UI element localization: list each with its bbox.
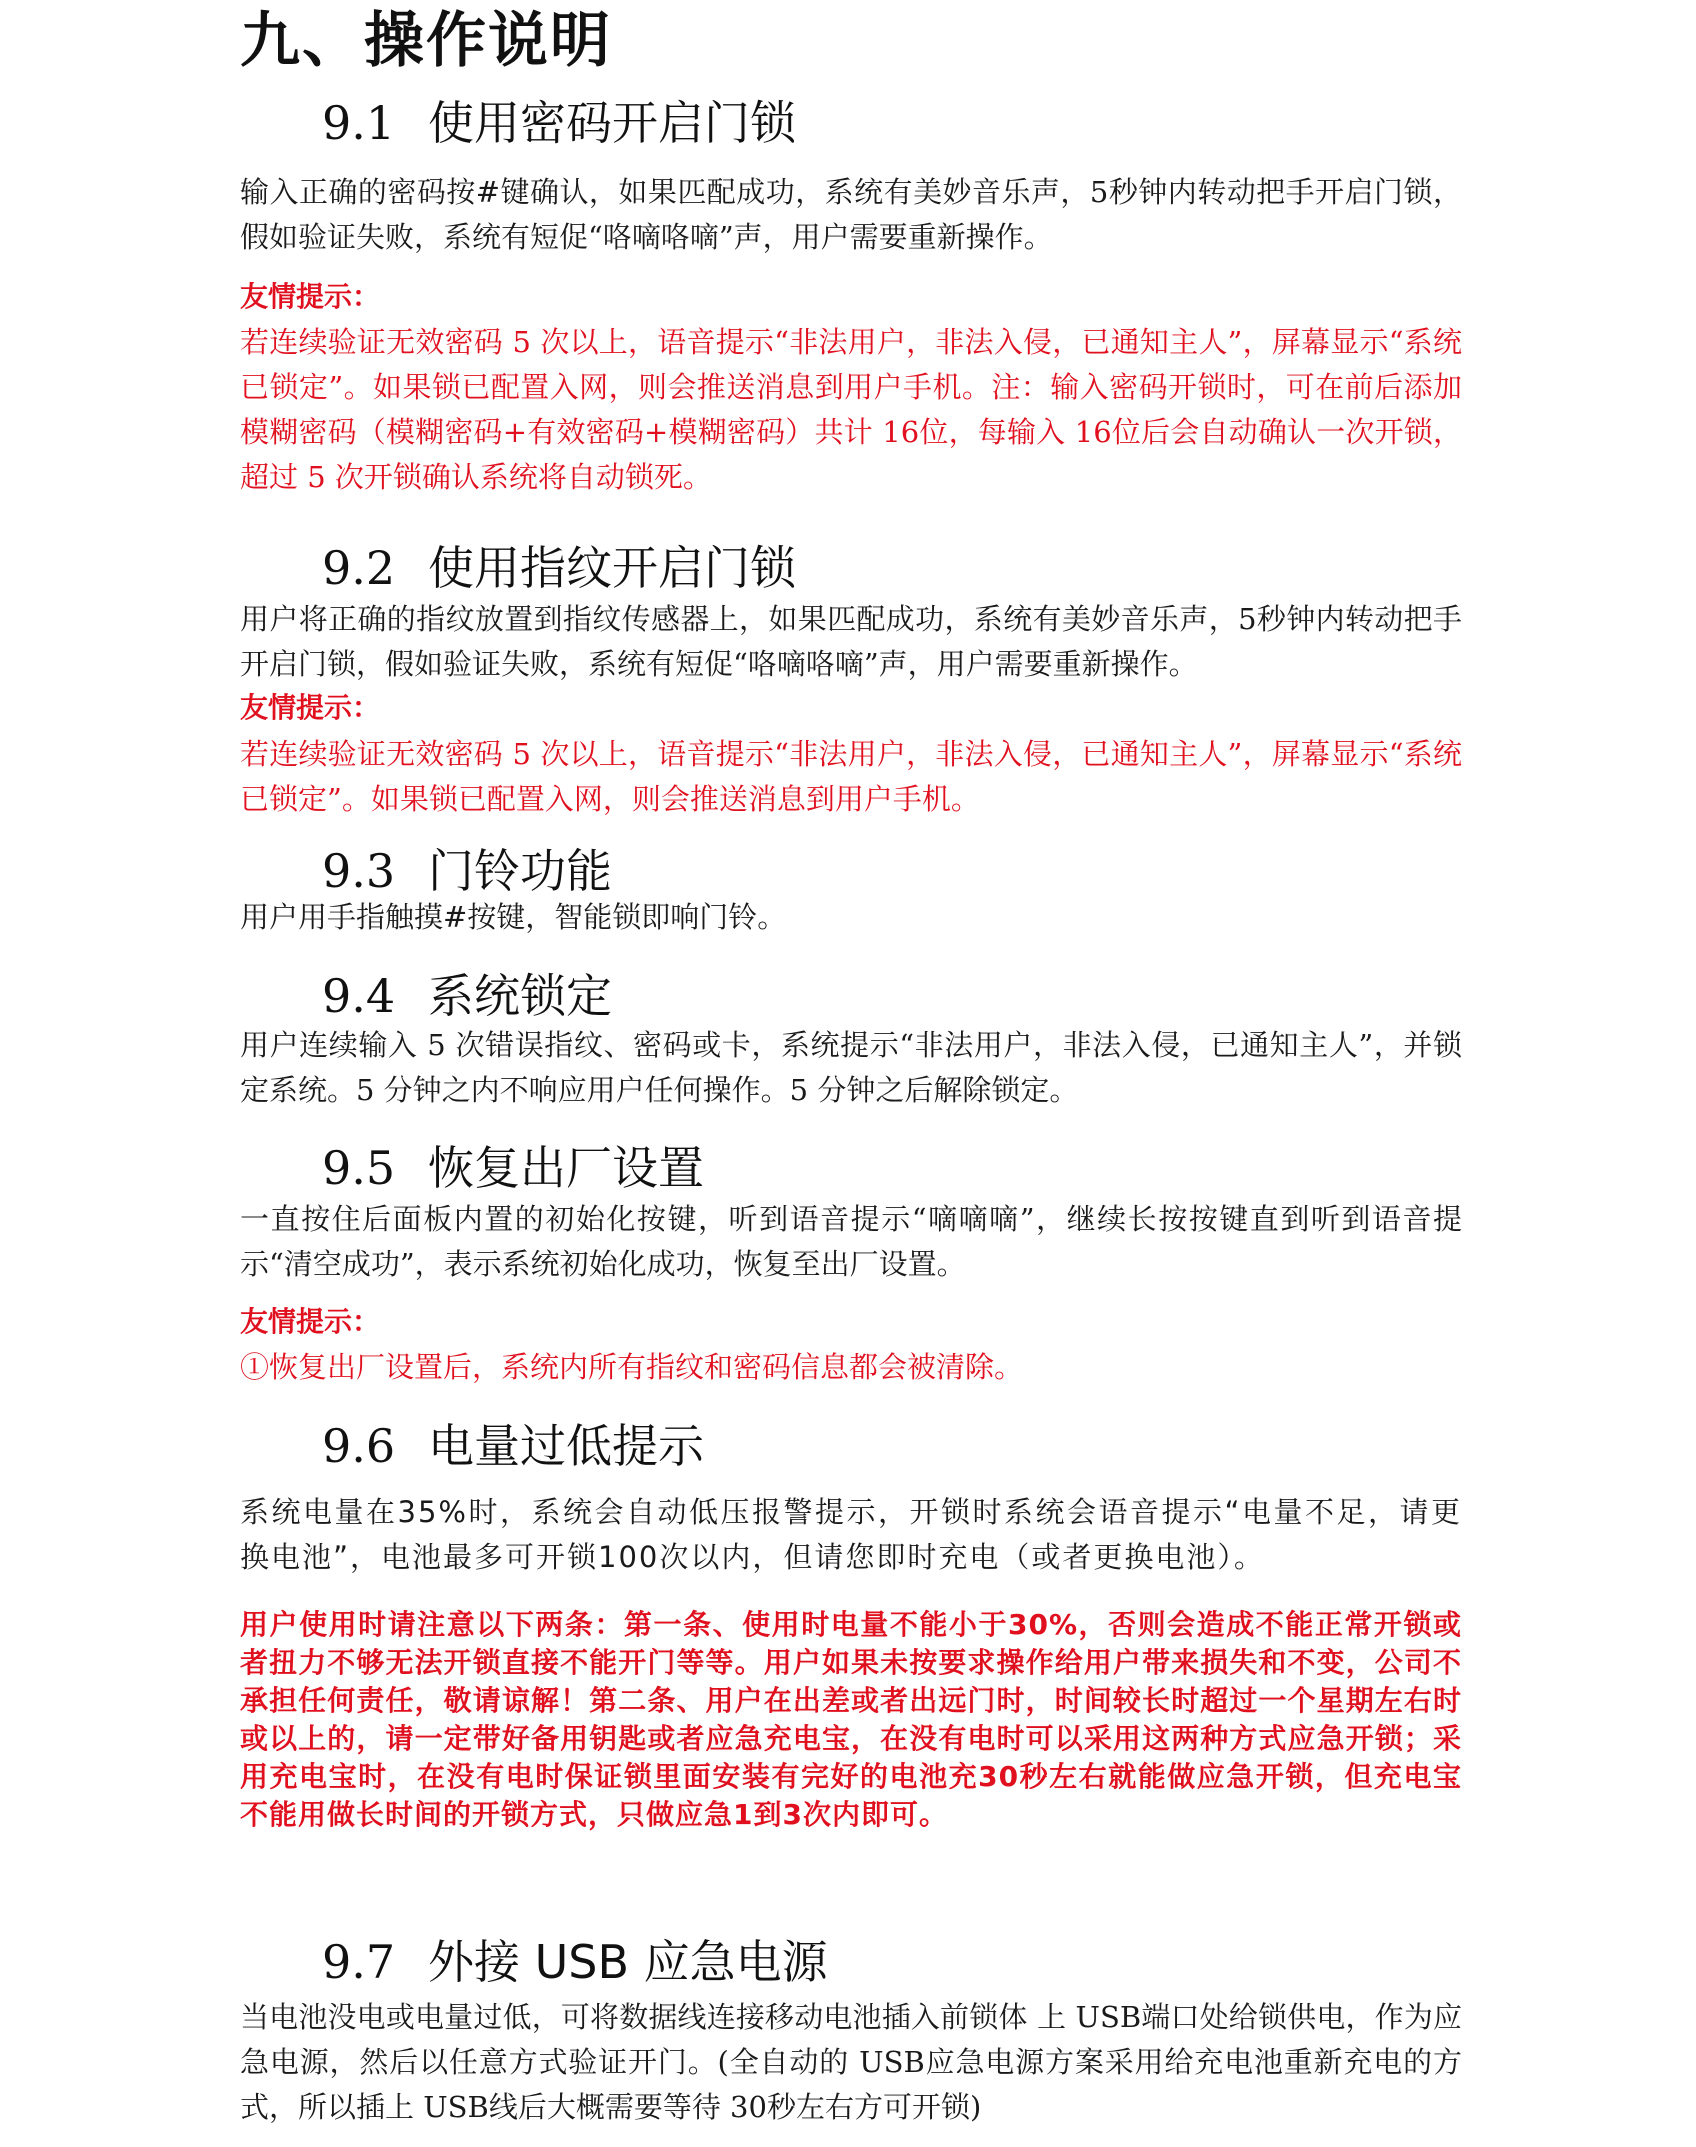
section-number: 9.2 [322, 541, 396, 595]
section-number: 9.6 [322, 1419, 396, 1473]
section-heading-9-1 [322, 95, 796, 151]
section-body-9-5: 一直按住后面板内置的初始化按键，听到语音提示“嘀嘀嘀”，继续长按按键直到听到语音提示“清空成功”，表示系统初始化成功，恢复至出厂设置。 [240, 1202, 1462, 1281]
section-body-9-1: 输入正确的密码按#键确认，如果匹配成功，系统有美妙音乐声，5秒钟内转动把手开启门锁，假如验证失败，系统有短促“咯嘀咯嘀”声，用户需要重新操作。 [240, 175, 1462, 254]
tip-text-9-1: 若连续验证无效密码 5 次以上，语音提示“非法用户，非法入侵，已通知主人”，屏幕显示“系统已锁定”。如果锁已配置入网，则会推送消息到用户手机。注：输入密码开锁时，可在前后添加模糊密码（模糊密码+有效密码+模糊密码）共计 16位，每输入 16位后会自动确认一次开锁，超过 5 次开锁确认系统将自动锁死。 [240, 325, 1462, 494]
section-heading-9-5 [322, 1140, 704, 1196]
chapter-title: 九、操作说明 [240, 6, 612, 76]
tip-label-9-2: 友情提示： [240, 691, 381, 724]
section-body-9-6: 系统电量在35%时，系统会自动低压报警提示，开锁时系统会语音提示“电量不足，请更换电池”，电池最多可开锁100次以内，但请您即时充电（或者更换电池）。 [240, 1495, 1462, 1574]
section-number: 9.3 [322, 844, 396, 898]
warning-text-9-6: 用户使用时请注意以下两条：第一条、使用时电量不能小于30%，否则会造成不能正常开锁或者扭力不够无法开锁直接不能开门等等。用户如果未按要求操作给用户带来损失和不变，公司不承担任何责任，敬请谅解！第二条、用户在出差或者出远门时，时间较长时超过一个星期左右时或以上的，请一定带好备用钥匙或者应急充电宝，在没有电时可以采用这两种方式应急开锁；采用充电宝时，在没有电时保证锁里面安装有完好的电池充30秒左右就能做应急开锁，但充电宝不能用做长时间的开锁方式，只做应急1到3次内即可。 [240, 1608, 1462, 1831]
section-title: 电量过低提示 [428, 1419, 704, 1473]
section-body-9-7: 当电池没电或电量过低，可将数据线连接移动电池插入前锁体 上 USB端口处给锁供电，作为应急电源，然后以任意方式验证开门。(全自动的 USB应急电源方案采用给充电池重新充电的方式，所以插上 USB线后大概需要等待 30秒左右方可开锁) [240, 2000, 1462, 2124]
tip-label-9-5: 友情提示： [240, 1305, 381, 1338]
section-body-9-3: 用户用手指触摸#按键，智能锁即响门铃。 [240, 900, 787, 934]
section-heading-9-7 [322, 1934, 828, 1990]
section-number: 9.7 [322, 1935, 396, 1989]
section-title: 使用密码开启门锁 [428, 96, 796, 150]
section-body-9-4: 用户连续输入 5 次错误指纹、密码或卡，系统提示“非法用户，非法入侵，已通知主人”，并锁定系统。5 分钟之内不响应用户任何操作。5 分钟之后解除锁定。 [240, 1028, 1462, 1107]
tip-label-9-1: 友情提示： [240, 280, 381, 313]
section-title: 门铃功能 [428, 844, 612, 898]
section-title: 使用指纹开启门锁 [428, 541, 796, 595]
section-title: 系统锁定 [428, 969, 612, 1023]
section-number: 9.1 [322, 96, 396, 150]
section-body-9-2: 用户将正确的指纹放置到指纹传感器上，如果匹配成功，系统有美妙音乐声，5秒钟内转动把手开启门锁，假如验证失败，系统有短促“咯嘀咯嘀”声，用户需要重新操作。 [240, 602, 1462, 681]
section-heading-9-4 [322, 968, 612, 1024]
tip-text-9-5: ①恢复出厂设置后，系统内所有指纹和密码信息都会被清除。 [240, 1350, 1024, 1384]
section-title: 外接 USB 应急电源 [428, 1935, 828, 1989]
section-heading-9-3 [322, 843, 612, 899]
section-number: 9.5 [322, 1141, 396, 1195]
section-title: 恢复出厂设置 [428, 1141, 704, 1195]
tip-text-9-2: 若连续验证无效密码 5 次以上，语音提示“非法用户，非法入侵，已通知主人”，屏幕显示“系统已锁定”。如果锁已配置入网，则会推送消息到用户手机。 [240, 737, 1462, 816]
section-heading-9-2 [322, 540, 796, 596]
section-heading-9-6 [322, 1418, 704, 1474]
section-number: 9.4 [322, 969, 396, 1023]
